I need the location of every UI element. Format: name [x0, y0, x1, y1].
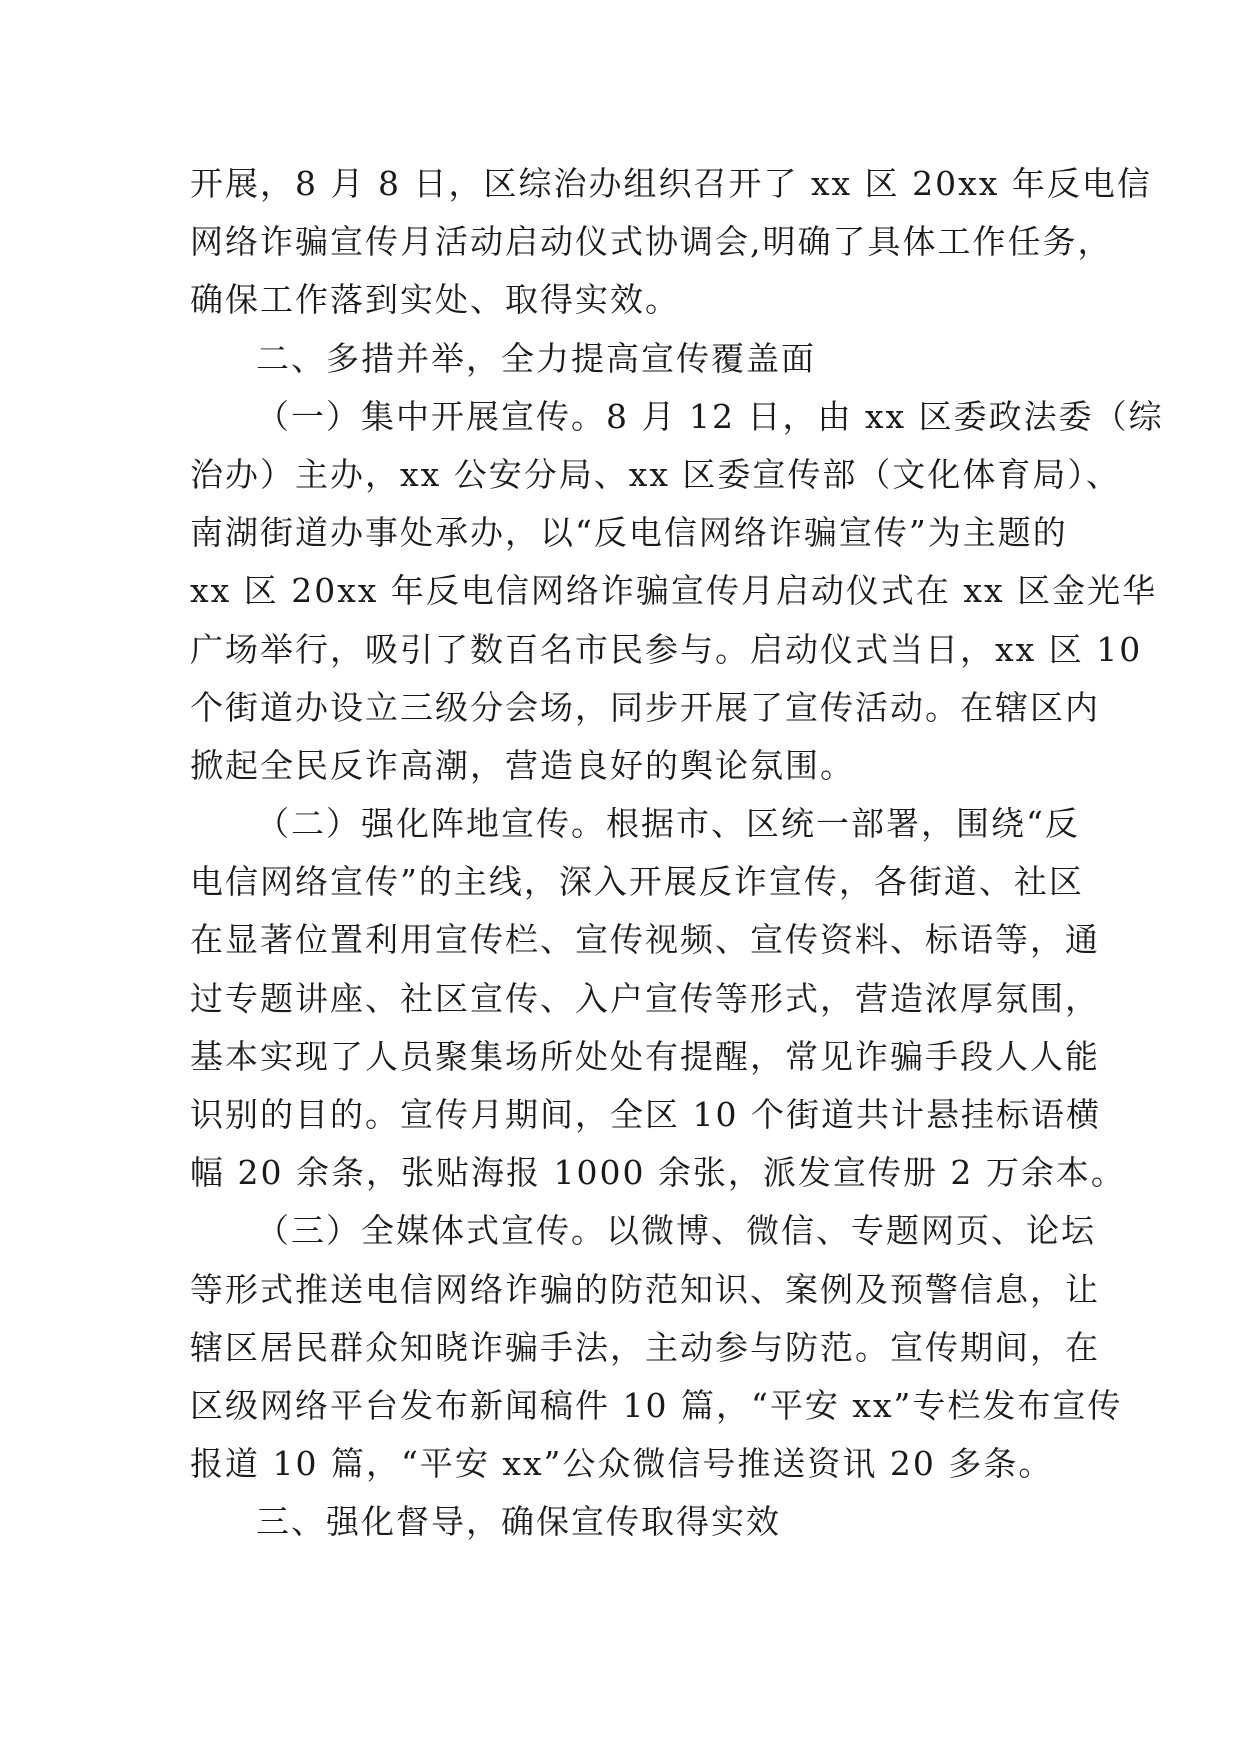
- body-line: 开展，8 月 8 日，区综治办组织召开了 xx 区 20xx 年反电信: [190, 164, 1152, 203]
- body-line: 过专题讲座、社区宣传、入户宣传等形式，营造浓厚氛围，: [190, 978, 1100, 1018]
- body-line: 辖区居民群众知晓诈骗手法，主动参与防范。宣传期间，在: [190, 1327, 1100, 1367]
- body-line: 个街道办设立三级分会场，同步开展了宣传活动。在辖区内: [190, 687, 1100, 727]
- document-body: [190, 155, 1164, 1552]
- body-line: 电信网络宣传”的主线，深入开展反诈宣传，各街道、社区: [190, 862, 1084, 902]
- paragraph-first-line: （一）集中开展宣传。8 月 12 日，由 xx 区委政法委（综: [256, 396, 1164, 436]
- body-line: 识别的目的。宣传月期间，全区 10 个街道共计悬挂标语横: [190, 1095, 1101, 1134]
- body-line: 在显著位置利用宣传栏、宣传视频、宣传资料、标语等，通: [190, 920, 1100, 960]
- body-line: 等形式推送电信网络诈骗的防范知识、案例及预警信息，让: [190, 1269, 1100, 1309]
- body-line: 南湖街道办事处承办，以“反电信网络诈骗宣传”为主题的: [190, 513, 1068, 553]
- body-line: 幅 20 余条，张贴海报 1000 余张，派发宣传册 2 万余本。: [190, 1153, 1126, 1193]
- paragraph-first-line: （二）强化阵地宣传。根据市、区统一部署，围绕“反: [256, 804, 1080, 844]
- body-line: 治办）主办，xx 公安分局、xx 区委宣传部（文化体育局）、: [190, 454, 1121, 494]
- paragraph-first-line: （三）全媒体式宣传。以微博、微信、专题网页、论坛: [256, 1211, 1096, 1251]
- body-line: 区级网络平台发布新闻稿件 10 篇，“平安 xx”专栏发布宣传: [190, 1385, 1123, 1425]
- body-line: 基本实现了人员聚集场所处处有提醒，常见诈骗手段人人能: [190, 1036, 1100, 1076]
- body-line: 确保工作落到实处、取得实效。: [190, 280, 680, 320]
- body-line: 报道 10 篇，“平安 xx”公众微信号推送资讯 20 多条。: [190, 1444, 1054, 1484]
- body-line: 网络诈骗宣传月活动启动仪式协调会,明确了具体工作任务，: [190, 222, 1113, 262]
- body-line: 广场举行，吸引了数百名市民参与。启动仪式当日，xx 区 10: [190, 629, 1143, 669]
- body-line: xx 区 20xx 年反电信网络诈骗宣传月启动仪式在 xx 区金光华: [190, 571, 1158, 611]
- section-heading: 三、强化督导，确保宣传取得实效: [256, 1502, 781, 1542]
- section-heading: 二、多措并举，全力提高宣传覆盖面: [256, 338, 816, 378]
- body-line: 掀起全民反诈高潮，营造良好的舆论氛围。: [190, 745, 855, 785]
